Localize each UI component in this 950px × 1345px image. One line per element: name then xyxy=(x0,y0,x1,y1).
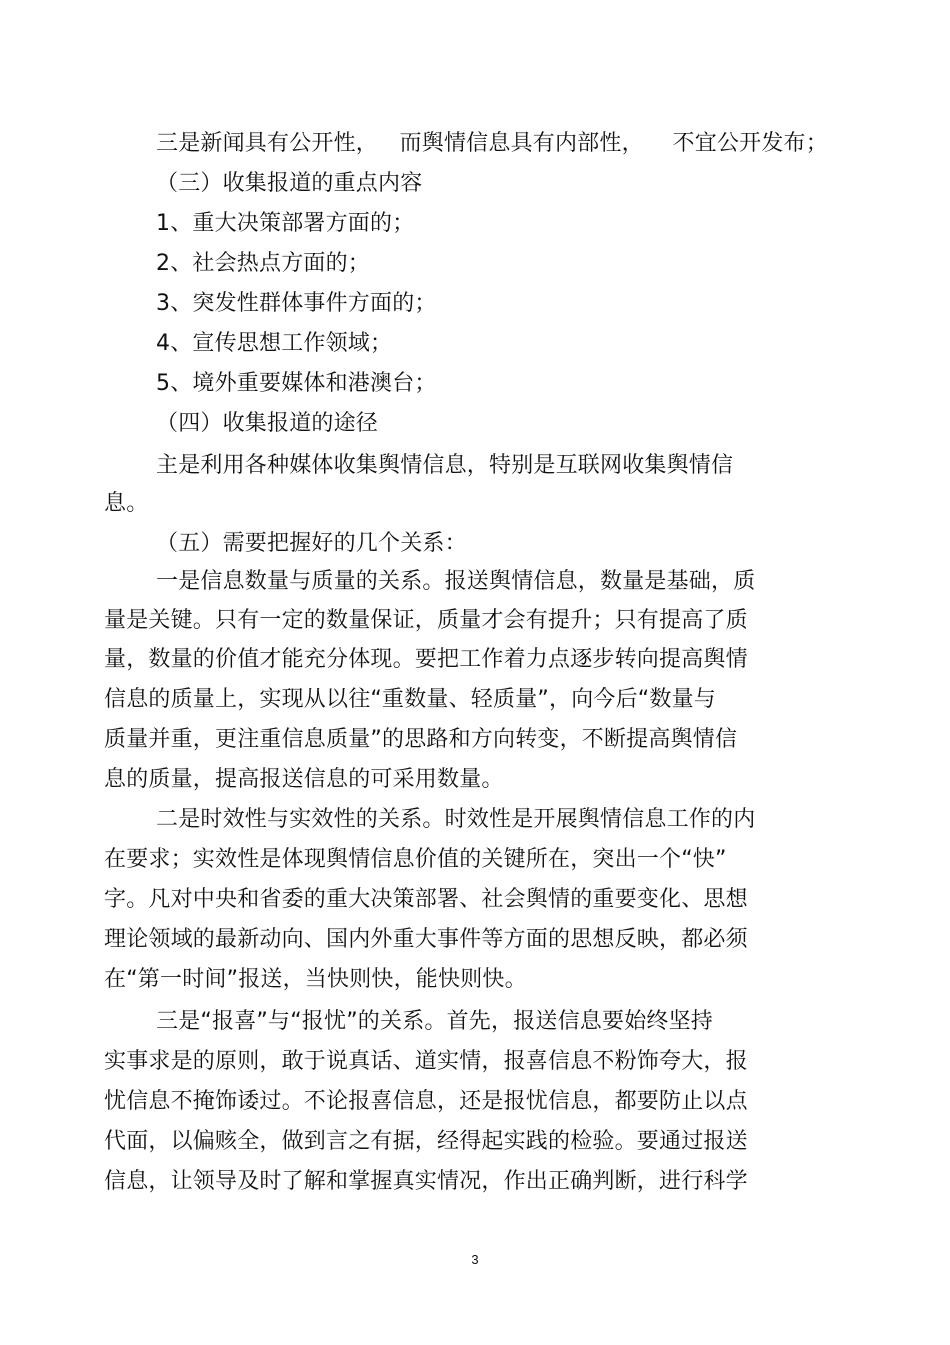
section-heading: （四）收集报道的途径 xyxy=(156,411,379,436)
text-line: 二是时效性与实效性的关系。时效性是开展舆情信息工作的内 xyxy=(156,807,756,832)
list-item: 4、宣传思想工作领域； xyxy=(156,331,393,356)
text-line: 三是新闻具有公开性， 而舆情信息具有内部性， 不宜公开发布； xyxy=(156,131,828,156)
text-line: 信息，让领导及时了解和掌握真实情况，作出正确判断，进行科学 xyxy=(104,1169,748,1194)
text-line: 三是“报喜”与“报忧”的关系。首先，报送信息要始终坚持 xyxy=(156,1009,713,1034)
text-line: 质量并重，更注重信息质量”的思路和方向转变，不断提高舆情信 xyxy=(104,727,738,752)
text-line: 在“第一时间”报送，当快则快，能快则快。 xyxy=(104,967,527,992)
text-line: 理论领域的最新动向、国内外重大事件等方面的思想反映，都必须 xyxy=(104,927,748,952)
section-heading: （三）收集报道的重点内容 xyxy=(156,171,423,196)
text-line: 息。 xyxy=(104,491,149,516)
text-line: 一是信息数量与质量的关系。报送舆情信息，数量是基础，质 xyxy=(156,569,756,594)
text-line: 实事求是的原则，敢于说真话、道实情，报喜信息不粉饰夸大，报 xyxy=(104,1049,748,1074)
text-line: 代面，以偏赅全，做到言之有据，经得起实践的检验。要通过报送 xyxy=(104,1129,748,1154)
list-item: 2、社会热点方面的； xyxy=(156,251,370,276)
text-line: 信息的质量上，实现从以往“重数量、轻质量”，向今后“数量与 xyxy=(104,687,716,712)
text-line: 量是关键。只有一定的数量保证，质量才会有提升；只有提高了质 xyxy=(104,608,748,633)
text-line: 息的质量，提高报送信息的可采用数量。 xyxy=(104,767,504,792)
page-number: 3 xyxy=(471,1252,479,1267)
text-line: 在要求；实效性是体现舆情信息价值的关键所在，突出一个“快” xyxy=(104,847,727,872)
section-heading: （五）需要把握好的几个关系： xyxy=(156,531,467,556)
list-item: 1、重大决策部署方面的； xyxy=(156,211,415,236)
text-line: 字。凡对中央和省委的重大决策部署、社会舆情的重要变化、思想 xyxy=(104,887,748,912)
text-line: 量，数量的价值才能充分体现。要把工作着力点逐步转向提高舆情 xyxy=(104,647,748,672)
text-line: 忧信息不掩饰诿过。不论报喜信息，还是报忧信息，都要防止以点 xyxy=(104,1089,748,1114)
list-item: 3、突发性群体事件方面的； xyxy=(156,291,437,316)
text-line: 主是利用各种媒体收集舆情信息，特别是互联网收集舆情信 xyxy=(156,453,734,478)
list-item: 5、境外重要媒体和港澳台； xyxy=(156,371,437,396)
